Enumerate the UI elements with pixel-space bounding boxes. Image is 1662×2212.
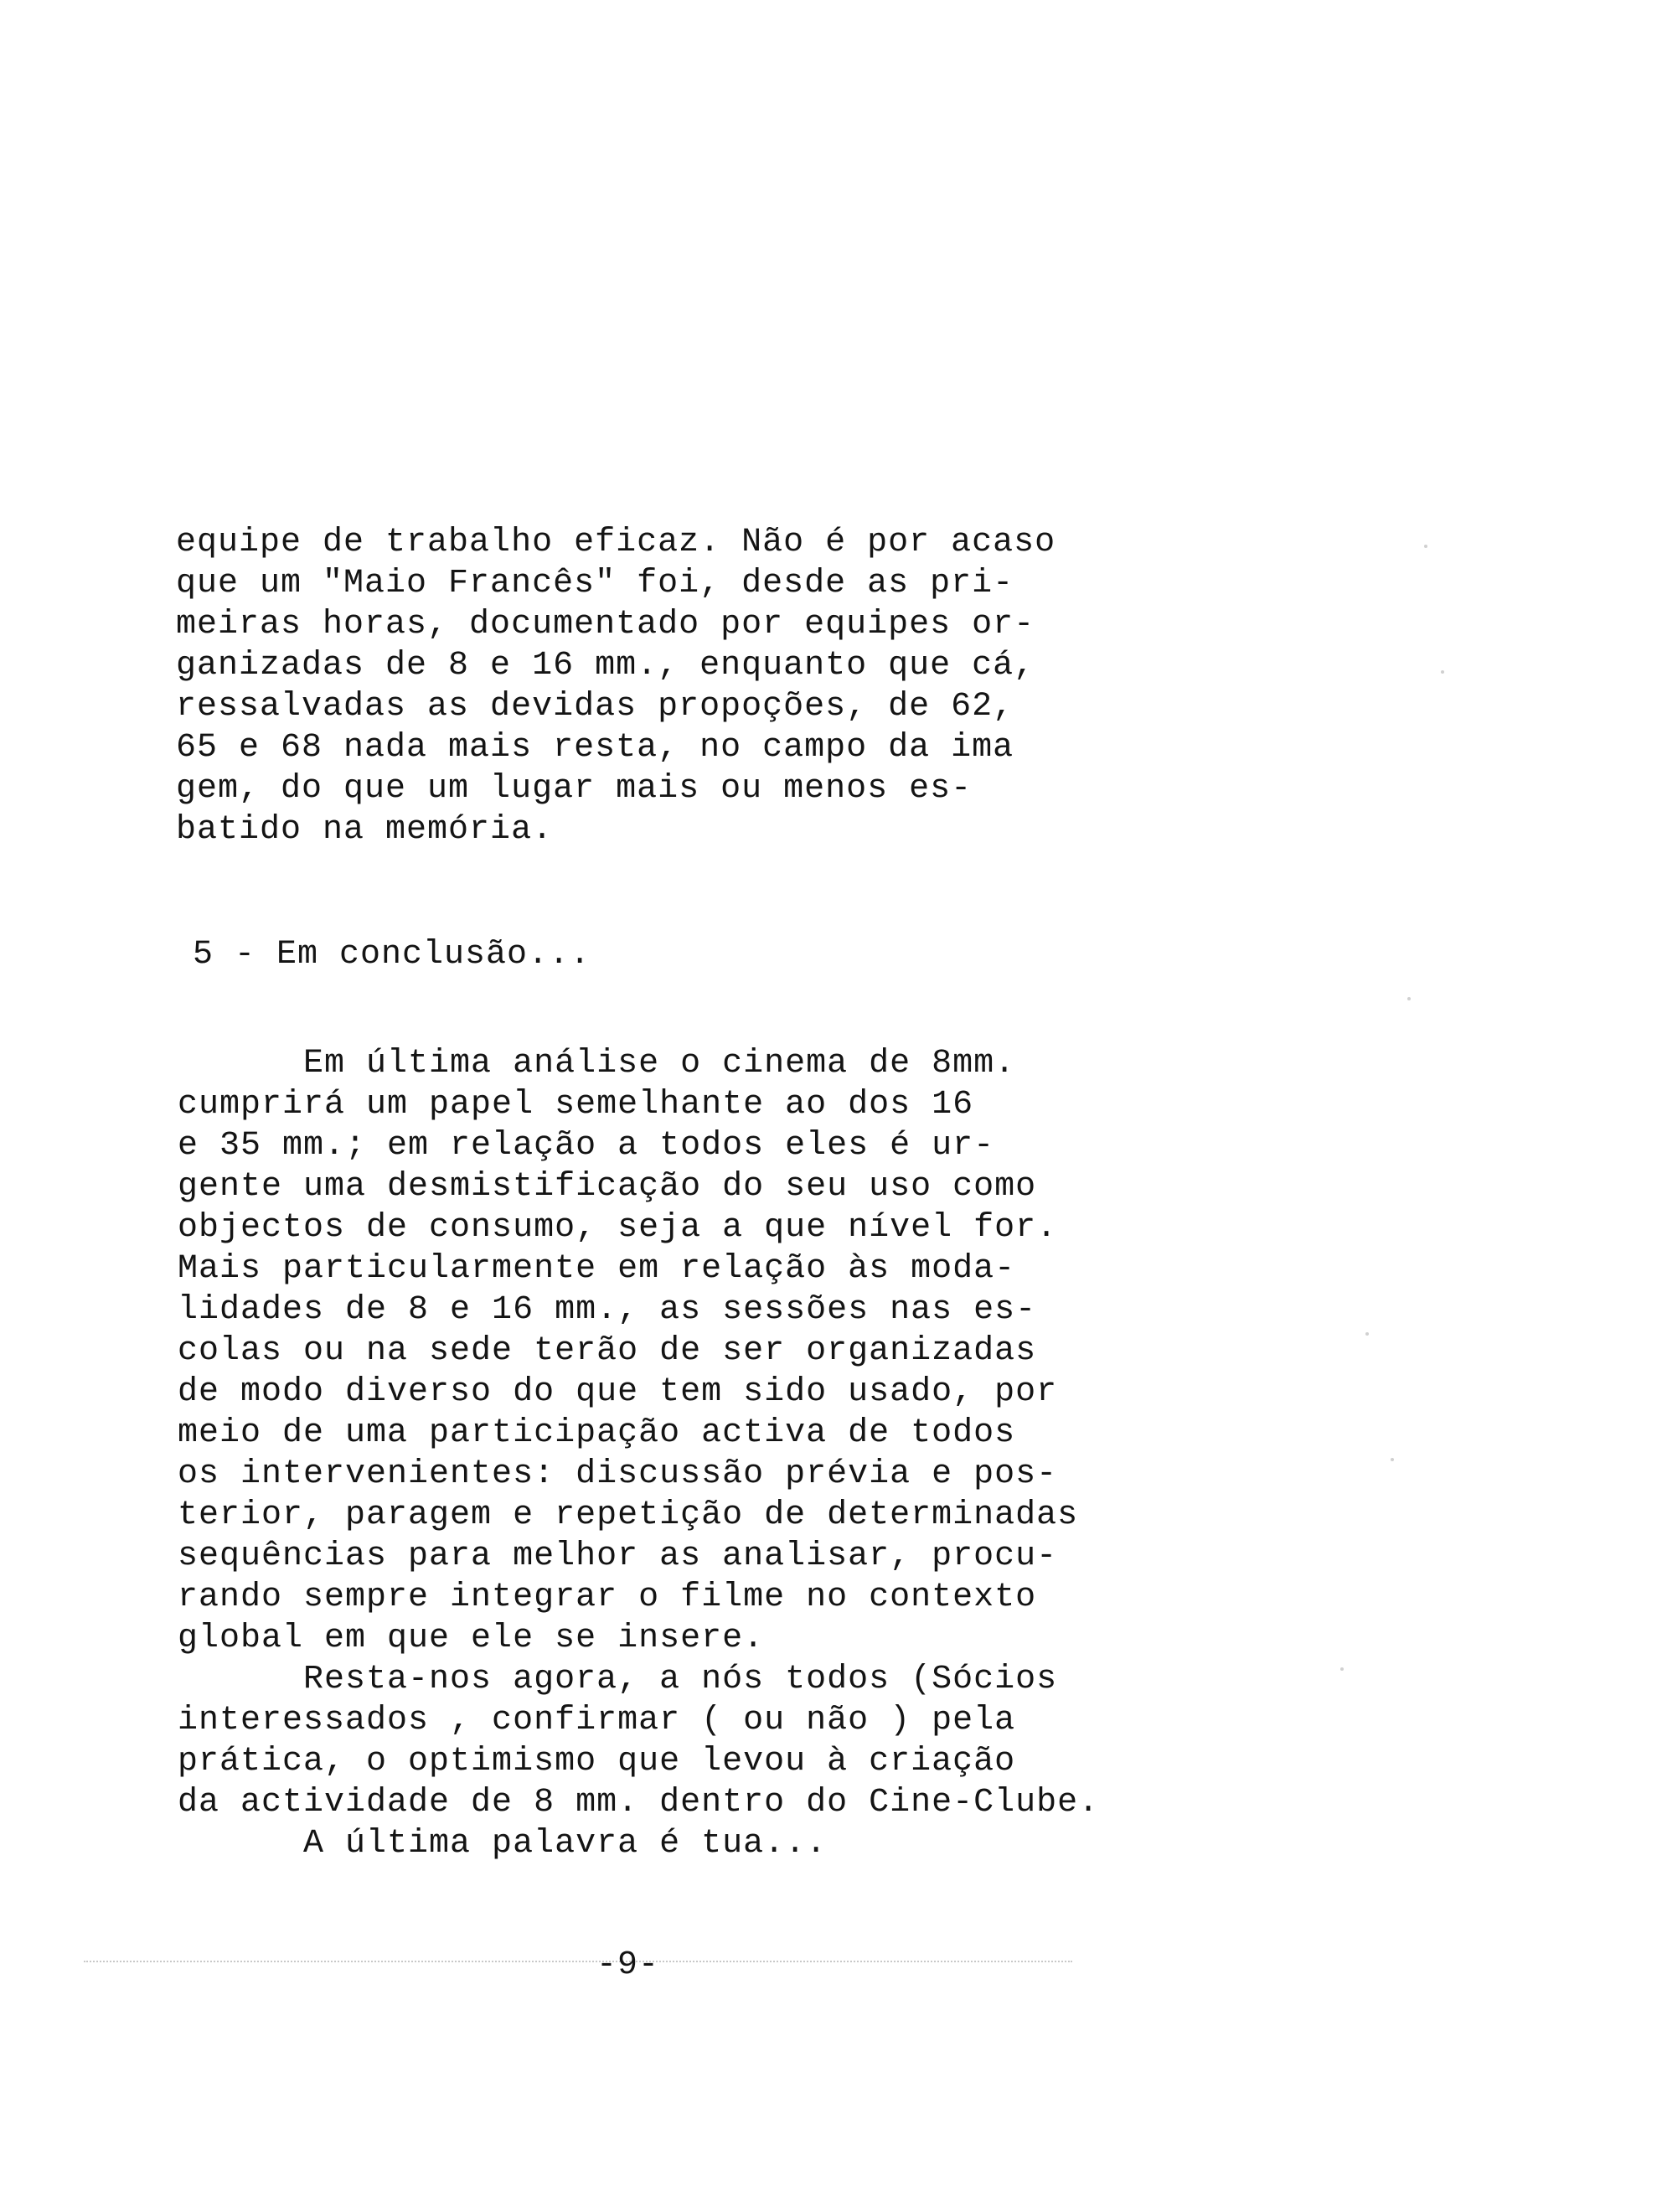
paragraph-line: meio de uma participação activa de todos [178,1414,1016,1452]
paragraph-line: batido na memória. [176,811,554,849]
page-number: -9- [596,1946,660,1984]
paragraph-line: prática, o optimismo que levou à criação [178,1743,1016,1780]
paragraph-line: os intervenientes: discussão prévia e pos- [178,1455,1058,1493]
paragraph-line: Em última análise o cinema de 8mm. [178,1045,1016,1083]
scan-speck [1407,997,1411,1000]
paragraph-line: colas ou na sede terão de ser organizadas [178,1332,1037,1370]
paragraph-line: sequências para melhor as analisar, procu- [178,1538,1058,1575]
paragraph-line: global em que ele se insere. [178,1620,765,1657]
paragraph-line: 65 e 68 nada mais resta, no campo da ima [176,729,1014,767]
paragraph-line: interessados , confirmar ( ou não ) pela [178,1702,1016,1739]
paragraph-line: e 35 mm.; em relação a todos eles é ur- [178,1127,995,1165]
scan-speck [1391,1458,1394,1461]
paragraph-line: cumprirá um papel semelhante ao dos 16 [178,1086,974,1124]
paragraph-line: gem, do que um lugar mais ou menos es- [176,770,973,808]
paragraph-line: A última palavra é tua... [178,1825,828,1863]
paragraph-line: equipe de trabalho eficaz. Não é por acaso [176,524,1056,561]
paragraph-line: que um "Maio Francês" foi, desde as pri- [176,565,1014,602]
paragraph-line: terior, paragem e repetição de determinadas [178,1496,1079,1534]
paragraph-line: ressalvadas as devidas propoções, de 62, [176,688,1014,726]
section-heading: 5 - Em conclusão... [193,936,591,974]
paragraph-line: de modo diverso do que tem sido usado, por [178,1373,1058,1411]
paragraph-line: meiras horas, documentado por equipes or- [176,606,1035,643]
scan-speck [1441,670,1444,674]
paragraph-line: gente uma desmistificação do seu uso como [178,1168,1037,1206]
paragraph-line: ganizadas de 8 e 16 mm., enquanto que cá, [176,647,1035,685]
paragraph-line: Resta-nos agora, a nós todos (Sócios [178,1661,1058,1698]
paragraph-line: Mais particularmente em relação às moda- [178,1250,1016,1288]
scan-speck [1340,1667,1344,1671]
paragraph-line: da actividade de 8 mm. dentro do Cine-Clube. [178,1784,1100,1822]
paragraph-line: lidades de 8 e 16 mm., as sessões nas es- [178,1291,1037,1329]
scan-speck [1365,1332,1369,1336]
scan-noise-line [84,1961,1072,1962]
scan-speck [1424,545,1427,548]
paragraph-line: rando sempre integrar o filme no contexto [178,1579,1037,1616]
paragraph-line: objectos de consumo, seja a que nível for. [178,1209,1058,1247]
